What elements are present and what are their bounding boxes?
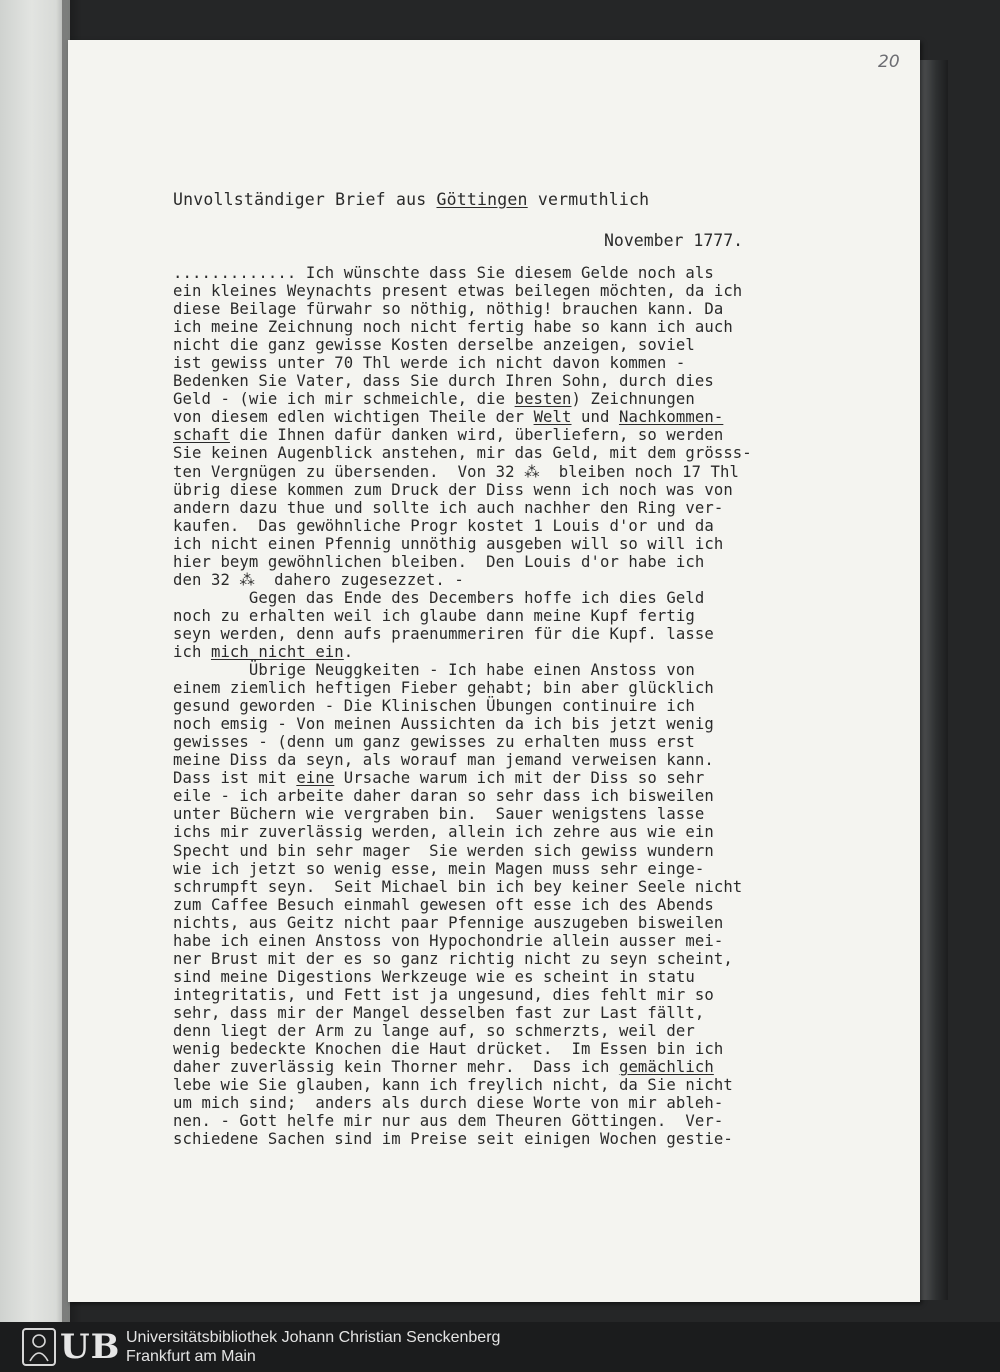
letter-line: [173, 1130, 863, 1148]
title-after: vermuthlich: [527, 190, 650, 209]
line-text: ) Zeichnungen: [571, 390, 695, 409]
letter-date: November 1777.: [604, 231, 744, 250]
letter-line: [173, 264, 863, 282]
line-text: ein kleines Weynachts present etwas beilegen möchten, da ich: [173, 282, 743, 301]
footer-location: Frankfurt am Main: [126, 1348, 256, 1365]
line-text: übrig diese kommen zum Druck der Diss wenn ich noch was von: [173, 480, 733, 499]
underlined-text: schaft: [173, 426, 230, 445]
line-text: sind meine Digestions Werkzeuge wie es scheint in statu: [173, 967, 695, 986]
line-text: sehr, dass mir der Mangel desselben fast zur Last fällt,: [173, 1003, 705, 1022]
line-text: .: [343, 642, 354, 661]
underlined-text: gemächlich: [618, 1058, 714, 1077]
letter-line: [173, 481, 863, 499]
letter-line: [173, 318, 863, 336]
letter-line: [173, 1040, 863, 1058]
letter-line: [173, 390, 863, 408]
university-seal-icon: [22, 1328, 56, 1366]
letter-line: [173, 1094, 863, 1112]
letter-title: [173, 190, 649, 209]
letter-line: [173, 1076, 863, 1094]
line-text: Sie keinen Augenblick anstehen, mir das Geld, mit dem grösss-: [173, 444, 752, 463]
letter-line: [173, 643, 863, 661]
letter-line: [173, 1112, 863, 1130]
letter-line: [173, 733, 863, 751]
line-text: Bedenken Sie Vater, dass Sie durch Ihren Sohn, durch dies: [173, 372, 714, 391]
letter-line: [173, 914, 863, 932]
letter-line: [173, 426, 863, 444]
line-text: zum Caffee Besuch einmahl gewesen oft esse ich des Abends: [173, 895, 714, 914]
line-text: kaufen. Das gewöhnliche Progr kostet 1 Louis d'or und da: [173, 516, 714, 535]
letter-line: [173, 679, 863, 697]
letter-line: [173, 1004, 863, 1022]
line-text: nichts, aus Geitz nicht paar Pfennige auszugeben bisweilen: [173, 913, 724, 932]
line-text: noch emsig - Von meinen Aussichten da ich bis jetzt wenig: [173, 715, 714, 734]
letter-line: [173, 408, 863, 426]
letter-line: [173, 823, 863, 841]
letter-line: [173, 300, 863, 318]
letter-line: [173, 571, 863, 589]
line-text: unter Büchern wie vergraben bin. Sauer wenigstens lasse: [173, 805, 705, 824]
letter-line: [173, 968, 863, 986]
line-text: habe ich einen Anstoss von Hypochondrie allein ausser mei-: [173, 931, 724, 950]
line-text: Ursache warum ich mit der Diss so sehr: [334, 769, 705, 788]
letter-line: [173, 336, 863, 354]
letter-line: [173, 535, 863, 553]
line-text: ich nicht einen Pfennig unnöthig ausgeben will so will ich: [173, 534, 724, 553]
letter-line: [173, 805, 863, 823]
letter-line: [173, 354, 863, 372]
title-before: Unvollständiger Brief aus: [173, 190, 437, 209]
line-text: ich meine Zeichnung noch nicht fertig habe so kann ich auch: [173, 318, 733, 337]
line-text: Gegen das Ende des Decembers hoffe ich dies Geld: [173, 588, 705, 607]
line-text: um mich sind; anders als durch diese Worte von mir ableh-: [173, 1094, 724, 1113]
line-text: andern dazu thue und sollte ich auch nachher den Ring ver-: [173, 498, 724, 517]
letter-line: [173, 517, 863, 535]
letter-line: [173, 372, 863, 390]
letter-line: [173, 878, 863, 896]
letter-line: [173, 932, 863, 950]
line-text: ichs mir zuverlässig werden, allein ich zehre aus wie ein: [173, 823, 714, 842]
line-text: denn liegt der Arm zu lange auf, so schmerzts, weil der: [173, 1021, 695, 1040]
line-text: hier beym gewöhnlichen bleiben. Den Louis d'or habe ich: [173, 552, 705, 571]
letter-line: [173, 1022, 863, 1040]
line-text: nen. - Gott helfe mir nur aus dem Theuren Göttingen. Ver-: [173, 1112, 724, 1131]
line-text: ist gewiss unter 70 Thl werde ich nicht davon kommen -: [173, 354, 686, 373]
line-text: lebe wie Sie glauben, kann ich freylich nicht, da Sie nicht: [173, 1076, 733, 1095]
letter-line: [173, 282, 863, 300]
line-text: diese Beilage fürwahr so nöthig, nöthig! brauchen kann. Da: [173, 300, 724, 319]
letter-line: [173, 444, 863, 462]
underlined-text: besten: [514, 390, 572, 409]
letter-line: [173, 842, 863, 860]
letter-line: [173, 787, 863, 805]
line-text: Dass ist mit: [173, 769, 297, 788]
letter-line: [173, 553, 863, 571]
line-text: Specht und bin sehr mager Sie werden sich gewiss wundern: [173, 841, 714, 860]
underlined-text: eine: [296, 769, 335, 788]
line-text: Geld - (wie ich mir schmeichle, die: [173, 390, 515, 409]
underlined-text: Welt: [533, 408, 572, 427]
letter-line: [173, 463, 863, 481]
letter-line: [173, 625, 863, 643]
line-text: nicht die ganz gewisse Kosten derselbe anzeigen, soviel: [173, 336, 695, 355]
letter-line: [173, 896, 863, 914]
book-cover-edge: [918, 60, 948, 1300]
line-text: ten Vergnügen zu übersenden. Von 32 ⁂ bleiben noch 17 Thl: [173, 462, 740, 481]
letter-line: [173, 661, 863, 679]
page-number: 20: [878, 52, 900, 72]
letter-line: [173, 607, 863, 625]
line-text: von diesem edlen wichtigen Theile der: [173, 408, 534, 427]
line-text: den 32 ⁂ dahero zugesezzet. -: [173, 570, 464, 589]
line-text: schrumpft seyn. Seit Michael bin ich bey keiner Seele nicht: [173, 877, 743, 896]
letter-line: [173, 715, 863, 733]
line-text: wenig bedeckte Knochen die Haut drücket. Im Essen bin ich: [173, 1040, 724, 1059]
letter-line: [173, 950, 863, 968]
line-text: gesund geworden - Die Klinischen Übungen continuire ich: [173, 697, 695, 716]
letter-line: [173, 589, 863, 607]
letter-line: [173, 860, 863, 878]
line-text: einem ziemlich heftigen Fieber gehabt; bin aber glücklich: [173, 679, 714, 698]
line-text: die Ihnen dafür danken wird, überliefern, so werden: [229, 426, 724, 445]
footer-institution: Universitätsbibliothek Johann Christian Senckenberg: [126, 1329, 501, 1346]
line-text: daher zuverlässig kein Thorner mehr. Dass ich: [173, 1058, 619, 1077]
line-text: ner Brust mit der es so ganz richtig nicht zu seyn scheint,: [173, 949, 733, 968]
underlined-text: Nachkommen-: [618, 408, 724, 427]
line-text: gewisses - (denn um ganz gewisses zu erhalten muss erst: [173, 733, 695, 752]
line-text: seyn werden, denn aufs praenummeriren für die Kupf. lasse: [173, 624, 714, 643]
line-text: ............. Ich wünschte dass Sie diesem Gelde noch als: [173, 264, 714, 282]
ub-logo: UB: [60, 1327, 121, 1367]
line-text: integritatis, und Fett ist ja ungesund, dies fehlt mir so: [173, 985, 714, 1004]
letter-line: [173, 751, 863, 769]
letter-line: [173, 499, 863, 517]
line-text: noch zu erhalten weil ich glaube dann meine Kupf fertig: [173, 606, 695, 625]
letter-line: [173, 1058, 863, 1076]
line-text: meine Diss da seyn, als worauf man jemand verweisen kann.: [173, 751, 714, 770]
letter-line: [173, 697, 863, 715]
letter-line: [173, 769, 863, 787]
line-text: wie ich jetzt so wenig esse, mein Magen muss sehr einge-: [173, 859, 705, 878]
underlined-text: mich nicht ein: [210, 642, 344, 661]
title-place: Göttingen: [436, 190, 528, 209]
letter-body: [173, 264, 863, 1148]
line-text: ich: [173, 642, 211, 661]
line-text: und: [571, 408, 619, 427]
line-text: eile - ich arbeite daher daran so sehr dass ich bisweilen: [173, 787, 714, 806]
left-adjacent-page: [0, 0, 70, 1322]
line-text: Übrige Neuggkeiten - Ich habe einen Anstoss von: [173, 661, 695, 680]
letter-line: [173, 986, 863, 1004]
line-text: schiedene Sachen sind im Preise seit einigen Wochen gestie-: [173, 1130, 733, 1149]
